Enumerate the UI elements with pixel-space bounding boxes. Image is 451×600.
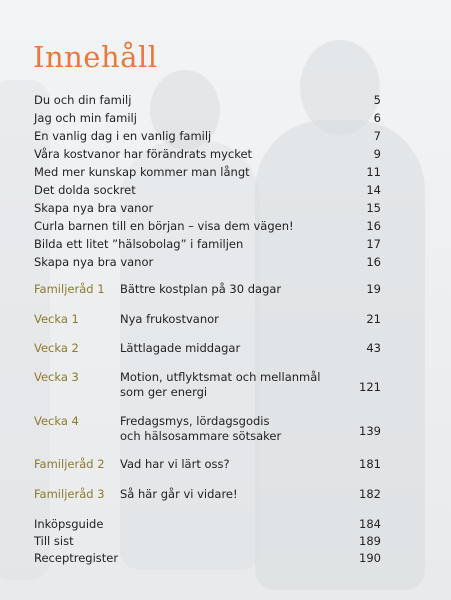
toc-entry (0, 147, 451, 165)
toc-entry-title: Curla barnen till en början – visa dem vägen! (34, 219, 294, 233)
toc-section-title: Nya frukostvanor (120, 312, 219, 326)
toc-entry-title: Det dolda sockret (34, 183, 136, 197)
toc-section-label: Vecka 4 (34, 414, 79, 428)
toc-section-page: 121 (359, 380, 381, 394)
toc-entry-title: En vanlig dag i en vanlig familj (34, 129, 212, 143)
toc-section-page: 19 (366, 282, 381, 296)
toc-entry-page: 16 (366, 255, 381, 269)
toc-section-page: 139 (359, 424, 381, 438)
toc-section-page: 181 (359, 457, 381, 471)
toc-section-page: 182 (359, 487, 381, 501)
toc-entry-page: 9 (373, 147, 381, 161)
toc-entry-page: 14 (366, 183, 381, 197)
toc-entry-title: Bilda ett litet ”hälsobolag” i familjen (34, 237, 244, 251)
toc-entry-title: Med mer kunskap kommer man långt (34, 165, 250, 179)
toc-section-title: Lättlagade middagar (120, 341, 241, 355)
toc-entry-page: 16 (366, 219, 381, 233)
toc-section-label: Familjeråd 3 (34, 487, 105, 501)
toc-entry-page: 5 (373, 93, 381, 107)
toc-entry (0, 93, 451, 111)
toc-section-label: Familjeråd 2 (34, 457, 105, 471)
toc-entry (0, 219, 451, 237)
toc-section-title: Vad har vi lärt oss? (120, 457, 230, 471)
toc-entry-page: 11 (366, 165, 381, 179)
page-title: Innehåll (33, 40, 158, 74)
toc-entry (0, 111, 451, 129)
toc-section-page: 21 (366, 312, 381, 326)
toc-entry-title: Du och din familj (34, 93, 132, 107)
toc-entry-page: 17 (366, 237, 381, 251)
toc-entry-page: 7 (373, 129, 381, 143)
toc-entry-title: Våra kostvanor har förändrats mycket (34, 147, 253, 161)
toc-section-title: Bättre kostplan på 30 dagar (120, 282, 282, 296)
toc-entry-page: 6 (373, 111, 381, 125)
toc-entry-title: Till sist (34, 534, 74, 548)
toc-section-title: Motion, utflyktsmat och mellanmål som ger energi (120, 370, 321, 399)
toc-entry (0, 201, 451, 219)
toc-entry-title: Jag och min familj (34, 111, 137, 125)
toc-entry (0, 237, 451, 255)
toc-section-title: Så här går vi vidare! (120, 487, 238, 501)
toc-entry-title: Skapa nya bra vanor (34, 201, 154, 215)
toc-entry-title: Receptregister (34, 551, 119, 565)
toc-entry-title: Skapa nya bra vanor (34, 255, 154, 269)
toc-entry-page: 189 (359, 534, 381, 548)
toc-entry (0, 534, 451, 552)
toc-section-label: Vecka 2 (34, 341, 79, 355)
toc-entry (0, 551, 451, 569)
toc-section-label: Vecka 1 (34, 312, 79, 326)
toc-entry (0, 165, 451, 183)
toc-entry (0, 255, 451, 273)
toc-entry-title: Inköpsguide (34, 517, 104, 531)
toc-section-page: 43 (366, 341, 381, 355)
toc-entry (0, 129, 451, 147)
toc-section-label: Familjeråd 1 (34, 282, 105, 296)
toc-entry (0, 183, 451, 201)
toc-entry-page: 190 (359, 551, 381, 565)
toc-section-title: Fredagsmys, lördagsgodis och hälsosammare sötsaker (120, 414, 282, 443)
toc-entry-page: 15 (366, 201, 381, 215)
toc-entry (0, 517, 451, 535)
toc-entry-page: 184 (359, 517, 381, 531)
toc-section-label: Vecka 3 (34, 370, 79, 384)
